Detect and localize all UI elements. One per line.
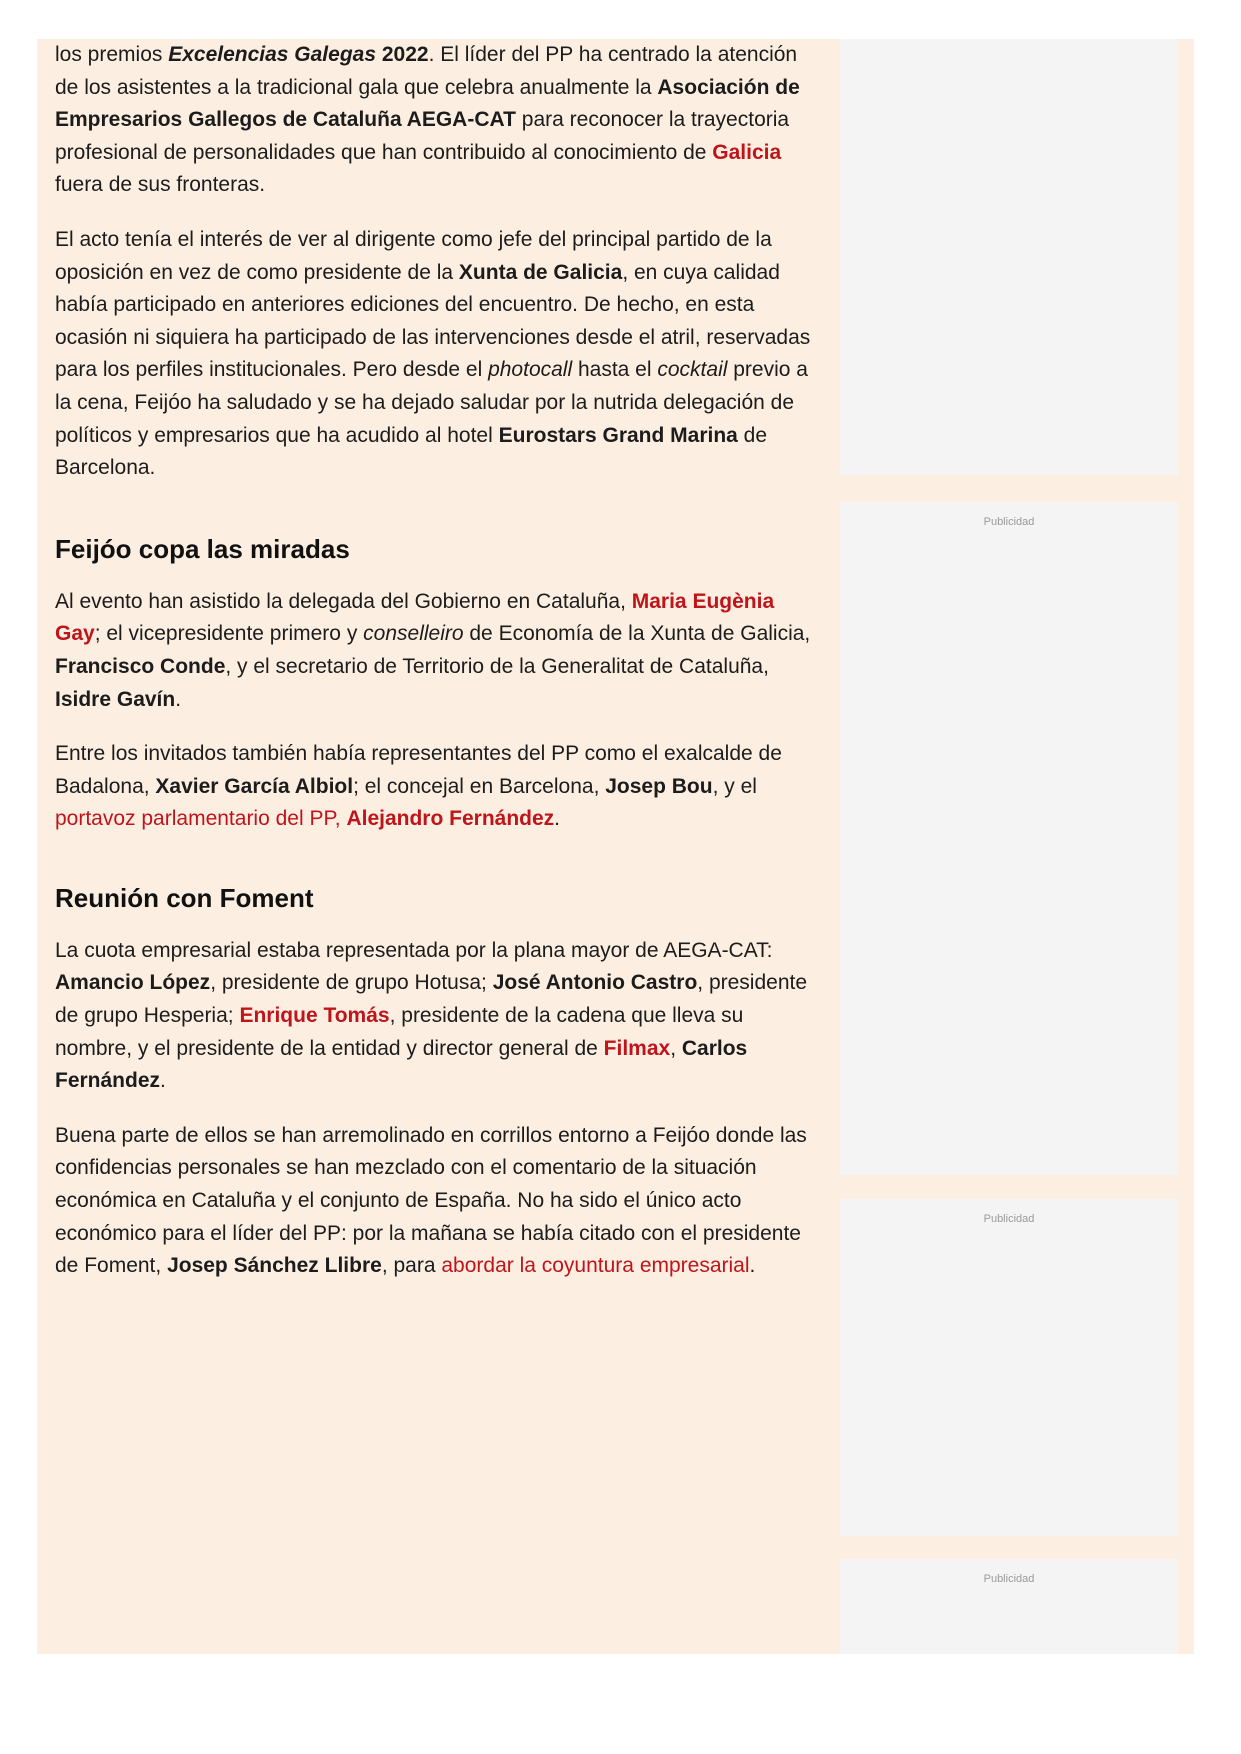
coyuntura-link[interactable]: abordar la coyuntura empresarial	[441, 1254, 750, 1278]
paragraph-corrillos: Buena parte de ellos se han arremolinado en corrillos entorno a Feijóo donde las confidencias personales se han mezclado con el comentario de la situación económica en Cataluña y el conjunto de España. No ha sido el único acto económico para el líder del PP: por la mañana se había citado con el presidente de Foment, Josep Sánchez Llibre, para abordar la coyuntura empresarial.	[55, 1123, 807, 1278]
ad-label: Publicidad	[983, 516, 1035, 528]
paragraph-acto: El acto tenía el interés de ver al dirigente como jefe del principal partido de la oposición en vez de como presidente de la Xunta de Galicia, en cuya calidad había participado en anteriores ediciones del encuentro. De hecho, en esta ocasión ni siquiera ha participado de las intervenciones desde el atril, reservadas para los perfiles institucionales. Pero desde el photocall hasta el cocktail previo a la cena, Feijóo ha saludado y se ha dejado saludar por la nutrida delegación de políticos y empresarios que ha acudido al hotel Eurostars Grand Marina de Barcelona.	[55, 227, 811, 480]
ad-slot-middle[interactable]	[840, 502, 1178, 1175]
aega-cat-name: Asociación de Empresarios Gallegos de Cataluña AEGA-CAT	[55, 75, 800, 132]
filmax-link[interactable]: Filmax	[603, 1036, 671, 1060]
paragraph-asistentes: Al evento han asistido la delegada del Gobierno en Cataluña, Maria Eugènia Gay; el vicepresidente primero y conselleiro de Economía de la Xunta de Galicia, Francisco Conde, y el secretario de Territorio de la Generalitat de Cataluña, Isidre Gavín.	[55, 589, 811, 711]
ad-label: Publicidad	[983, 1213, 1035, 1225]
section-heading-feijoo: Feijóo copa las miradas	[55, 533, 350, 564]
article-body	[55, 39, 815, 1305]
portavoz-link[interactable]: portavoz parlamentario del PP,	[55, 807, 347, 831]
ad-slot-top[interactable]	[840, 39, 1178, 475]
enrique-tomas-link[interactable]: Enrique Tomás	[239, 1004, 390, 1028]
section-heading-foment: Reunión con Foment	[55, 882, 314, 913]
ad-slot-lower[interactable]	[840, 1199, 1178, 1536]
paragraph-cuota: La cuota empresarial estaba representada por la plana mayor de AEGA-CAT: Amancio López, presidente de grupo Hotusa; José Antonio Castro, presidente de grupo Hesperia; Enrique Tomás, presidente de la cadena que lleva su nombre, y el presidente de la entidad y director general de Filmax, Carlos Fernández.	[55, 938, 808, 1093]
ad-slot-bottom[interactable]	[840, 1559, 1178, 1654]
maria-eugenia-gay-link[interactable]: Maria Eugènia Gay	[55, 589, 775, 646]
alejandro-fernandez-link[interactable]: Alejandro Fernández	[346, 807, 555, 831]
ad-label: Publicidad	[983, 1573, 1035, 1585]
paragraph-intro: los premios Excelencias Galegas 2022. El líder del PP ha centrado la atención de los asistentes a la tradicional gala que celebra anualmente la Asociación de Empresarios Gallegos de Cataluña AEGA-CAT para reconocer la trayectoria profesional de personalidades que han contribuido al conocimiento de Galicia fuera de sus fronteras.	[55, 43, 800, 197]
paragraph-invitados: Entre los invitados también había representantes del PP como el exalcalde de Badalona, Xavier García Albiol; el concejal en Barcelona, Josep Bou, y el portavoz parlamentario del PP, Alejandro Fernández.	[55, 742, 782, 831]
galicia-link[interactable]: Galicia	[712, 140, 782, 164]
